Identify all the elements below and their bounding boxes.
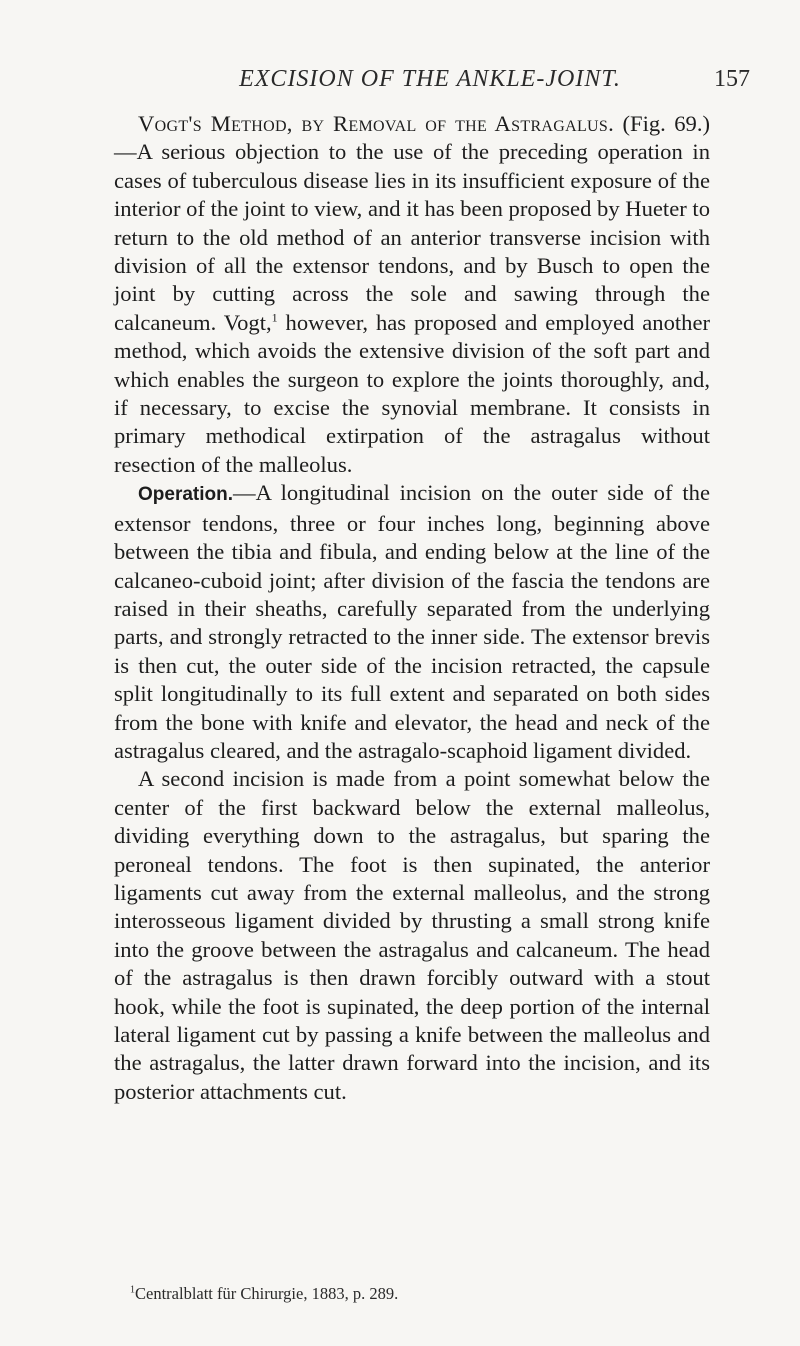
section-title: Vogt's Method, by Removal of the Astragalus.: [138, 111, 615, 136]
running-head: EXCISION OF THE ANKLE-JOINT.: [239, 66, 621, 92]
operation-heading: Operation.: [138, 484, 234, 506]
paragraph-operation: [114, 479, 710, 765]
footnote-marker[interactable]: 1: [271, 310, 278, 325]
body-text: [114, 110, 710, 1106]
footnote-number: 1: [130, 1284, 135, 1296]
paragraph-second-incision: A second incision is made from a point somewhat below the center of the first backward below the external malleolus, dividing everything down to the astragalus, but sparing the peroneal tendons. The foot is then supinated, the anterior ligaments cut away from the external malleolus, and the strong interosseous ligament divided by thrusting a small strong knife into the groove between the astragalus and calcaneum. The head of the astragalus is then drawn forcibly outward with a stout hook, while the foot is supinated, the deep portion of the internal lateral ligament cut by passing a knife between the malleolus and the astragalus, the latter drawn forward into the incision, and its posterior attachments cut.: [114, 766, 710, 1104]
paragraph-text: —A serious objection to the use of the preceding operation in cases of tuberculous disease lies in its insufficient exposure of the interior of the joint to view, and it has been proposed by Hueter to return to the old method of an anterior transverse incision with division of all the extensor tendons, and by Busch to open the joint by cutting across the sole and sawing through the calcaneum. Vogt,: [114, 139, 710, 335]
paragraph-text: —A longitudinal incision on the outer side of the extensor tendons, three or four inches long, beginning above between the tibia and fibula, and ending below at the line of the calcaneo-cuboid joint; after division of the fascia the tendons are raised in their sheaths, carefully separated from the underlying parts, and strongly retracted to the inner side. The extensor brevis is then cut, the outer side of the incision retracted, the capsule split longitudinally to its full extent and separated on both sides from the bone with knife and elevator, the head and neck of the astragalus cleared, and the astragalo-scaphoid ligament divided.: [114, 480, 710, 763]
figure-reference[interactable]: (Fig. 69.): [622, 111, 711, 136]
footnote-text: Centralblatt für Chirurgie, 1883, p. 289.: [135, 1284, 399, 1303]
page-number: 157: [714, 66, 750, 92]
paragraph-vogt-method: [114, 110, 710, 479]
footnote: [130, 1284, 690, 1304]
paragraph-text: however, has proposed and employed another method, which avoids the extensive division of the soft part and which enables the surgeon to explore the joints thoroughly, and, if necessary, to excise the synovial membrane. It consists in primary methodical extirpation of the astragalus without resection of the malleolus.: [114, 309, 710, 477]
